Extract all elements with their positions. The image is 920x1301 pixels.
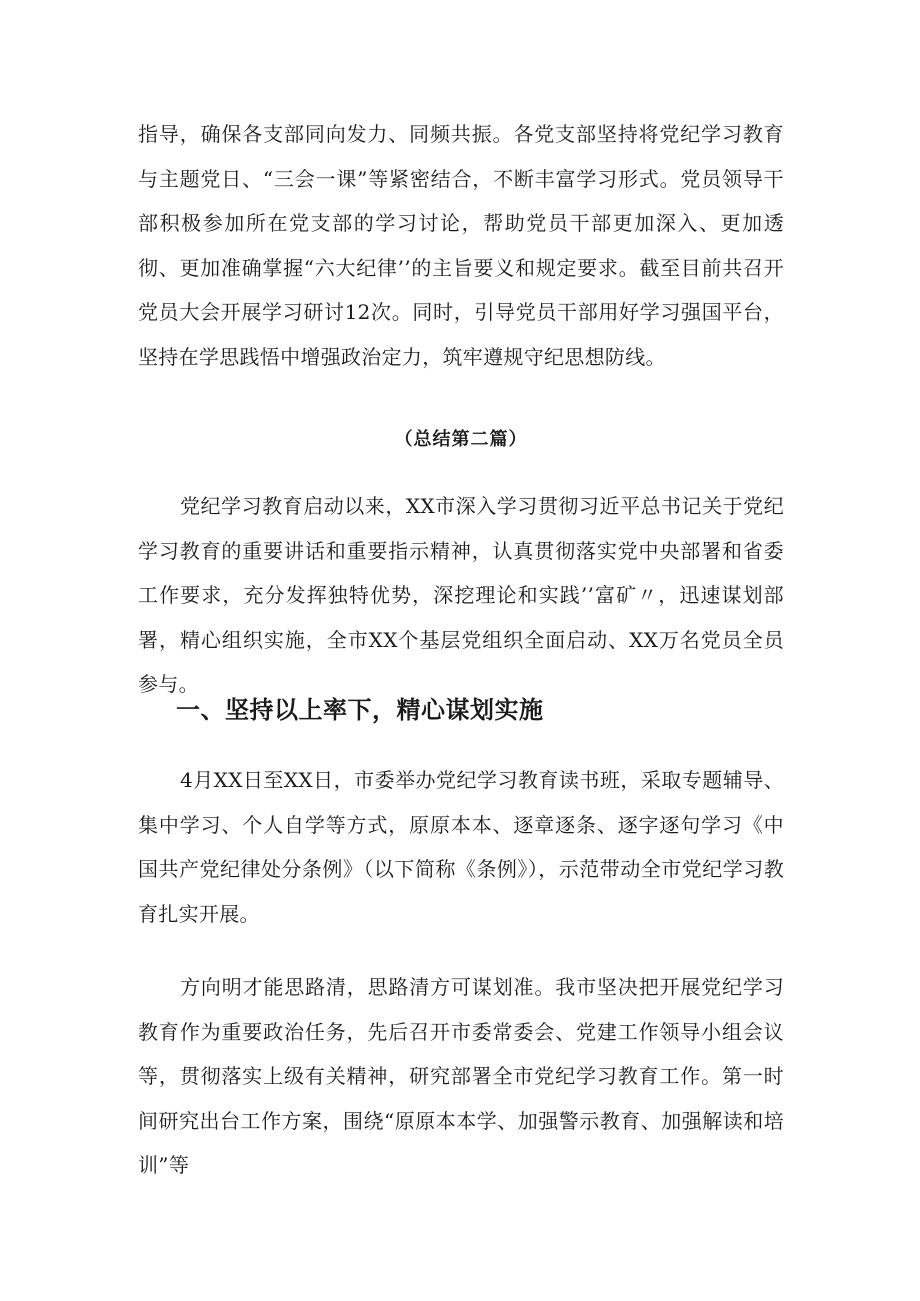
heading-one: 一、坚持以上率下，精心谋划实施 (176, 696, 544, 724)
paragraph-reading-class: 4月XX日至XX日，市委举办党纪学习教育读书班，采取专题辅导、集中学习、个人自学等方式，原原本本、逐章逐条、逐字逐句学习《中国共产党纪律处分条例》（以下简称《条例》），示范带动全市党纪学习教育扎实开展。 (138, 768, 784, 926)
paragraph-intro: 党纪学习教育启动以来，XX市深入学习贯彻习近平总书记关于党纪学习教育的重要讲话和重要指示精神，认真贯彻落实党中央部署和省委工作要求，充分发挥独特优势，深挖理论和实践’’富矿〃，迅速谋划部署，精心组织实施，全市XX个基层党组织全面启动、XX万名党员全员参与。 (138, 494, 784, 696)
section-title: （总结第二篇） (394, 429, 528, 450)
paragraph-direction: 方向明才能思路清，思路清方可谋划准。我市坚决把开展党纪学习教育作为重要政治任务，先后召开市委常委会、党建工作领导小组会议等，贯彻落实上级有关精神，研究部署全市党纪学习教育工作。第一时间研究出台工作方案，围绕“原原本本学、加强警示教育、加强解读和培训”等 (138, 975, 784, 1177)
paragraph-continued: 指导，确保各支部同向发力、同频共振。各党支部坚持将党纪学习教育与主题党日、“三会一课”等紧密结合，不断丰富学习形式。党员领导干部积极参加所在党支部的学习讨论，帮助党员干部更加深入、更加透彻、更加准确掌握“六大纪律’’的主旨要义和规定要求。截至目前共召开党员大会开展学习研讨12次。同时，引导党员干部用好学习强国平台，坚持在学思践悟中增强政治定力，筑牢遵规守纪思想防线。 (138, 122, 784, 369)
